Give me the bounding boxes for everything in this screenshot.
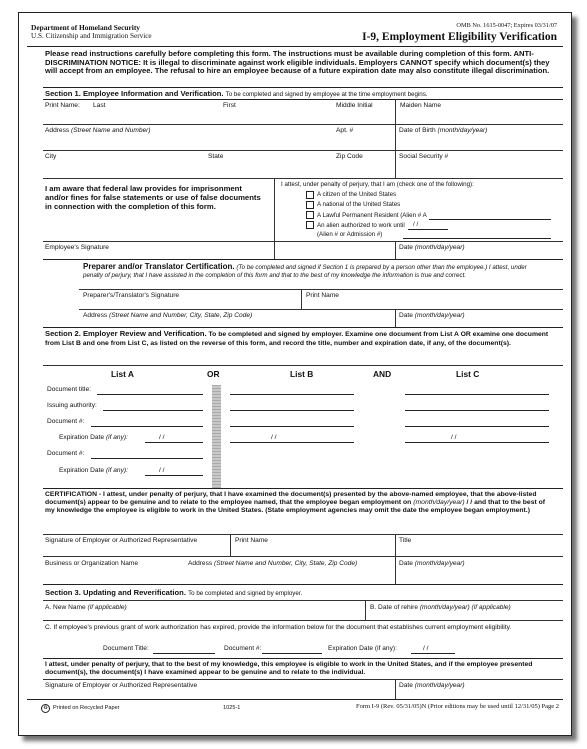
middle-initial-label: Middle Initial	[336, 102, 373, 109]
list-b-exp-line[interactable]	[230, 442, 354, 443]
s3-exp-label: Expiration Date (if any):	[328, 645, 397, 652]
alien-label: An alien authorized to work until	[317, 222, 405, 229]
state-label: State	[208, 153, 224, 160]
lpr-label: A Lawful Permanent Resident (Alien # A	[317, 212, 427, 219]
rehire-date-label: B. Date of rehire (month/day/year) (if applicable)	[370, 604, 511, 611]
section3-heading	[45, 588, 302, 598]
preparer-print-name-label: Print Name	[306, 292, 339, 299]
doc-number-label: Document #:	[47, 418, 85, 425]
doc-number-label-2: Document #:	[47, 450, 85, 457]
i9-form-page	[18, 12, 572, 736]
section1-title: Section 1. Employee Information and Verification.	[45, 89, 224, 98]
citizen-label: A citizen of the United States	[317, 191, 397, 198]
citizen-checkbox[interactable]	[306, 191, 314, 199]
employee-signature-label: Employee's Signature	[45, 244, 109, 251]
employee-date-label: Date (month/day/year)	[399, 244, 465, 251]
instructions-notice: Please read instructions carefully before completing this form. The instructions must be available during completion of this form. ANTI-DISCRIMINATION NOTICE: It is illegal to discriminate against work eligible individuals. Employers CANNOT specify which document(s) they will accept from an employee. The refusal to hire an employee because of a future expiration date may also constitute illegal discrimination.	[45, 49, 550, 76]
section2-title: Section 2. Employer Review and Verification.	[45, 329, 207, 338]
section1-heading	[45, 89, 428, 99]
section1-subtitle: To be completed and signed by employee at the time employment begins.	[225, 91, 428, 98]
list-c-exp-slash: / /	[451, 434, 457, 441]
s3-attestation: I attest, under penalty of perjury, that to the best of my knowledge, this employee is eligible to work in the United States, and if the employee presented document(s), the document(s) I have examined appear to be genuine and to relate to the individual.	[45, 661, 533, 677]
national-label: A national of the United States	[317, 201, 401, 208]
preparer-title: Preparer and/or Translator Certification.	[83, 262, 235, 271]
s3-date-label: Date (month/day/year)	[399, 682, 465, 689]
city-field-line[interactable]	[43, 178, 563, 179]
list-c-exp-line[interactable]	[405, 442, 549, 443]
recycle-icon: ♻	[41, 704, 50, 713]
issuing-authority-label: Issuing authority:	[47, 402, 97, 409]
s3-doc-number-line[interactable]	[262, 653, 322, 654]
employer-title-label: Title	[399, 537, 412, 544]
alien-date: / /	[413, 221, 419, 228]
national-checkbox[interactable]	[306, 201, 314, 209]
form-code: 1025-1	[223, 705, 241, 711]
business-address-label: Address (Street Name and Number, City, State, Zip Code)	[188, 560, 358, 567]
alien-number-line[interactable]	[429, 219, 551, 220]
or-header: OR	[207, 369, 220, 379]
print-name-label: Print Name:	[45, 102, 80, 109]
section3-subtitle: To be completed and signed by employer.	[188, 590, 303, 597]
first-name-label: First	[223, 102, 236, 109]
s3-exp-line[interactable]	[411, 653, 455, 654]
s3-employer-signature-label: Signature of Employer or Authorized Representative	[45, 682, 198, 689]
business-name-label: Business or Organization Name	[45, 560, 139, 567]
list-b-header: List B	[290, 369, 314, 379]
zip-label: Zip Code	[336, 153, 363, 160]
list-a-doc-number-line[interactable]	[91, 426, 203, 427]
employer-certification: CERTIFICATION - I attest, under penalty of perjury, that I have examined the document(s) presented by the above-named employee, that the above-listed document(s) appear to be genuine and to relate to the employee named, that the employee began employment on (month/day/year) / / and that to the best of my knowledge the employee is eligible to work in the United States. (State employment agencies may omit the date the employee began employment.)	[45, 491, 546, 515]
doc-title-label: Document title:	[47, 386, 91, 393]
list-a-doc-number-line-2[interactable]	[91, 458, 203, 459]
expired-authorization-note: C. If employee's previous grant of work authorization has expired, provide the information below for the document that establishes current employment eligibility.	[45, 624, 512, 631]
dob-label: Date of Birth (month/day/year)	[399, 127, 488, 134]
last-name-label: Last	[93, 102, 106, 109]
list-c-doc-number-line[interactable]	[405, 426, 549, 427]
city-label: City	[45, 153, 57, 160]
attest-intro: I attest, under penalty of perjury, that I am (check one of the following):	[281, 181, 474, 188]
employer-signature-label: Signature of Employer or Authorized Representative	[45, 537, 198, 544]
list-a-issuing-line[interactable]	[103, 410, 203, 411]
list-separator-bar	[212, 385, 221, 488]
list-c-header: List C	[456, 369, 480, 379]
and-header: AND	[373, 369, 392, 379]
lpr-checkbox[interactable]	[306, 211, 314, 219]
section2-heading	[45, 330, 555, 348]
list-b-doc-title-line[interactable]	[230, 394, 354, 395]
new-name-label: A. New Name (if applicable)	[45, 604, 127, 611]
subagency-name: U.S. Citizenship and Immigration Service	[31, 32, 152, 40]
list-a-exp-line[interactable]	[145, 442, 203, 443]
employer-print-name-label: Print Name	[235, 537, 268, 544]
section3-title: Section 3. Updating and Reverification.	[45, 588, 186, 597]
s3-doc-number-label: Document #:	[224, 645, 262, 652]
form-edition: Form I-9 (Rev. 05/31/05)N (Prior editions may be used until 12/31/05) Page 2	[355, 703, 559, 710]
section2-body: To be completed and signed by employer. Examine one document from List A OR examine one document from List B and one from List C, as listed on the reverse of this form, and record the title, number and expiration date, if any, of the document(s).	[45, 331, 549, 347]
form-title: I-9, Employment Eligibility Verification	[362, 31, 557, 43]
alien-admission-label: (Alien # or Admission #)	[317, 231, 383, 238]
exp-date-label-2: Expiration Date (if any):	[59, 467, 128, 474]
list-c-doc-title-line[interactable]	[405, 394, 549, 395]
omb-number: OMB No. 1615-0047; Expires 03/31/07	[456, 22, 557, 29]
s3-doc-title-label: Document Title:	[103, 645, 149, 652]
federal-law-warning: I am aware that federal law provides for imprisonment and/or fines for false statements or use of false documents in connection with the completion of this form.	[45, 184, 261, 211]
alien-checkbox[interactable]	[306, 221, 314, 229]
ssn-label: Social Security #	[399, 153, 449, 160]
list-b-exp-slash: / /	[271, 434, 277, 441]
header-rule	[27, 46, 563, 47]
preparer-address-label: Address (Street Name and Number, City, State, Zip Code)	[83, 312, 253, 319]
name-field-line[interactable]	[43, 124, 563, 125]
agency-name: Department of Homeland Security	[31, 23, 140, 32]
list-a-doc-title-line[interactable]	[97, 394, 203, 395]
list-a-header: List A	[111, 369, 134, 379]
exp-date-label: Expiration Date (if any):	[59, 434, 128, 441]
admission-number-line[interactable]	[403, 238, 551, 239]
address-field-line[interactable]	[43, 150, 563, 151]
preparer-signature-label: Preparer's/Translator's Signature	[83, 292, 180, 299]
list-a-exp-line-2[interactable]	[145, 475, 203, 476]
s3-doc-title-line[interactable]	[153, 653, 215, 654]
list-a-exp-slash-2: / /	[159, 467, 165, 474]
list-a-exp-slash: / /	[159, 434, 165, 441]
preparer-note: (To be completed and signed if Section 1 is prepared by a person other than the employee.) I attest, under penalty of perjury, that I have assisted in the completion of this form and that to the best of my knowledge the information is true and correct.	[83, 264, 527, 279]
s3-exp-slash: / /	[423, 645, 429, 652]
employer-date-label: Date (month/day/year)	[399, 560, 465, 567]
list-b-issuing-line[interactable]	[230, 410, 354, 411]
recycled-paper-note: Printed on Recycled Paper	[53, 705, 120, 711]
address-label: Address (Street Name and Number)	[45, 127, 151, 134]
list-b-doc-number-line[interactable]	[230, 426, 354, 427]
apt-label: Apt. #	[336, 127, 354, 134]
maiden-name-label: Maiden Name	[400, 102, 442, 109]
preparer-date-label: Date (month/day/year)	[399, 312, 465, 319]
list-c-issuing-line[interactable]	[405, 410, 549, 411]
alien-date-line[interactable]	[408, 229, 448, 230]
preparer-certification	[83, 263, 543, 279]
